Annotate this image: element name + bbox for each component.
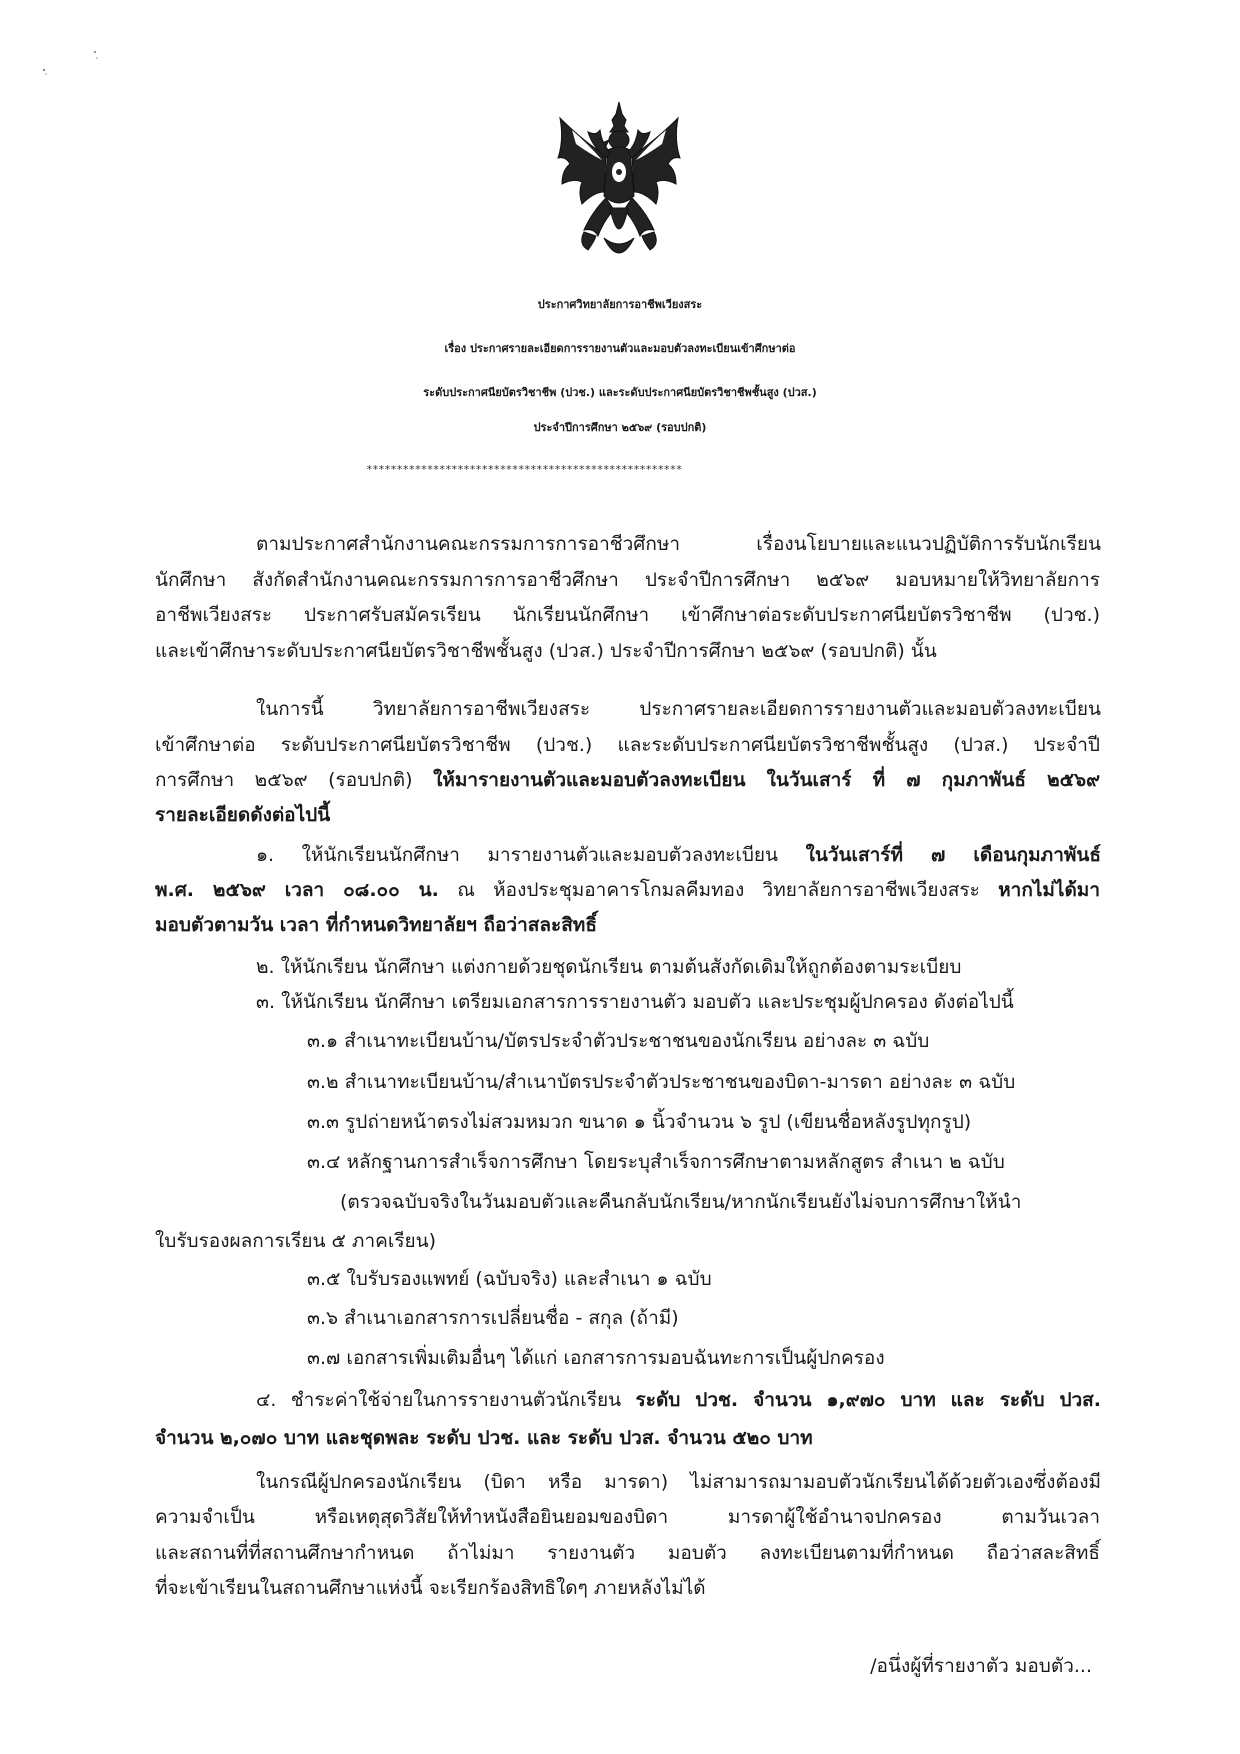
- details-heading: รายละเอียดดังต่อไปนี้: [155, 804, 331, 826]
- item1-venue: ณ ห้องประชุมอาคารโกมลคีมทอง วิทยาลัยการอาชีพเวียงสระ: [457, 879, 980, 901]
- item4-fee-details: จำนวน ๒,๐๗๐ บาท และชุดพละ ระดับ ปวช. และ ระดับ ปวส. จำนวน ๕๒๐ บาท: [155, 1427, 813, 1449]
- para1-line2: นักศึกษา สังกัดสำนักงานคณะกรรมการการอาชีวศึกษา ประจำปีการศึกษา ๒๕๖๙ มอบหมายให้วิทยาลัยการ: [155, 569, 1100, 591]
- sub-item-3-6: ๓.๖ สำเนาเอกสารการเปลี่ยนชื่อ - สกุล (ถ้ามี): [307, 1307, 679, 1329]
- separator-line: ****************************************************: [366, 463, 682, 475]
- para3-line1: ในกรณีผู้ปกครองนักเรียน (บิดา หรือ มารดา) ไม่สามารถมามอบตัวนักเรียนได้ด้วยตัวเองซึ่งต้องมี: [256, 1471, 1101, 1493]
- item1-warning: มอบตัวตามวัน เวลา ที่กำหนดวิทยาลัยฯ ถือว่าสละสิทธิ์: [155, 914, 597, 936]
- item4-line1: [256, 1388, 1101, 1412]
- announcement-subject: เรื่อง ประกาศรายละเอียดการรายงานตัวและมอบตัวลงทะเบียนเข้าศึกษาต่อ: [444, 342, 796, 355]
- item3: ๓. ให้นักเรียน นักศึกษา เตรียมเอกสารการรายงานตัว มอบตัว และประชุมผู้ปกครอง ดังต่อไปนี้: [256, 991, 1014, 1013]
- garuda-emblem-icon: [548, 100, 690, 268]
- sub-item-3-2: ๓.๒ สำเนาทะเบียนบ้าน/สำเนาบัตรประจำตัวประชาชนของบิดา-มารดา อย่างละ ๓ ฉบับ: [307, 1071, 1016, 1093]
- item1-time: พ.ศ. ๒๕๖๙ เวลา ๐๘.๐๐ น.: [155, 879, 439, 901]
- para1-line1: ตามประกาศสำนักงานคณะกรรมการการอาชีวศึกษา เรื่องนโยบายและแนวปฏิบัติการรับนักเรียน: [256, 533, 1101, 555]
- para1-line3: อาชีพเวียงสระ ประกาศรับสมัครเรียน นักเรียนนักศึกษา เข้าศึกษาต่อระดับประกาศนียบัตรวิชาชีพ (ปวช.): [155, 604, 1100, 626]
- item1-warning-start: หากไม่ได้มา: [998, 879, 1100, 901]
- para3-line2: ความจำเป็น หรือเหตุสุดวิสัยให้ทำหนังสือยินยอมของบิดา มารดาผู้ใช้อำนาจปกครอง ตามวันเวลา: [155, 1506, 1100, 1528]
- para3-line4: ที่จะเข้าเรียนในสถานศึกษาแห่งนี้ จะเรียกร้องสิทธิใดๆ ภายหลังไม่ได้: [155, 1577, 706, 1599]
- sub-item-3-7: ๓.๗ เอกสารเพิ่มเติมอื่นๆ ได้แก่ เอกสารการมอบฉันทะการเป็นผู้ปกครอง: [307, 1347, 885, 1369]
- item2: ๒. ให้นักเรียน นักศึกษา แต่งกายด้วยชุดนักเรียน ตามต้นสังกัดเดิมให้ถูกต้องตามระเบียบ: [256, 956, 962, 978]
- para2-line3: [155, 768, 1100, 792]
- sub-item-3-4-note: (ตรวจฉบับจริงในวันมอบตัวและคืนกลับนักเรียน/หากนักเรียนยังไม่จบการศึกษาให้นำ: [340, 1191, 1022, 1213]
- para1-line4: และเข้าศึกษาระดับประกาศนียบัตรวิชาชีพชั้นสูง (ปวส.) ประจำปีการศึกษา ๒๕๖๙ (รอบปกติ) นั้น: [155, 640, 937, 662]
- item1-line1: [256, 843, 1101, 867]
- para2-line1: ในการนี้ วิทยาลัยการอาชีพเวียงสระ ประกาศรายละเอียดการรายงานตัวและมอบตัวลงทะเบียน: [256, 698, 1101, 720]
- continuation-note: /อนึ่งผู้ที่รายงาตัว มอบตัว...: [870, 1655, 1092, 1677]
- sub-item-3-1: ๓.๑ สำเนาทะเบียนบ้าน/บัตรประจำตัวประชาชนของนักเรียน อย่างละ ๓ ฉบับ: [307, 1030, 930, 1052]
- item4-text: ๔. ชำระค่าใช้จ่ายในการรายงานตัวนักเรียน: [256, 1389, 622, 1411]
- para3-line3: และสถานที่ที่สถานศึกษากำหนด ถ้าไม่มา รายงานตัว มอบตัว ลงทะเบียนตามที่กำหนด ถือว่าสละสิทธิ์: [155, 1542, 1100, 1564]
- sub-item-3-5: ๓.๕ ใบรับรองแพทย์ (ฉบับจริง) และสำเนา ๑ ฉบับ: [307, 1268, 712, 1290]
- item1-line2: [155, 878, 1100, 902]
- announcement-title: ประกาศวิทยาลัยการอาชีพเวียงสระ: [537, 298, 703, 311]
- sub-item-3-4-note-cont: ใบรับรองผลการเรียน ๕ ภาคเรียน): [155, 1230, 437, 1252]
- item4-fee-vocational: ระดับ ปวช. จำนวน ๑,๙๗๐ บาท และ ระดับ ปวส.: [635, 1389, 1101, 1411]
- announcement-year: ประจำปีการศึกษา ๒๕๖๙ (รอบปกติ): [533, 421, 707, 434]
- scan-specks: [38, 48, 108, 78]
- para2-line3-text: การศึกษา ๒๕๖๙ (รอบปกติ): [155, 769, 413, 791]
- sub-item-3-3: ๓.๓ รูปถ่ายหน้าตรงไม่สวมหมวก ขนาด ๑ นิ้วจำนวน ๖ รูป (เขียนชื่อหลังรูปทุกรูป): [307, 1111, 972, 1133]
- sub-item-3-4: ๓.๔ หลักฐานการสำเร็จการศึกษา โดยระบุสำเร็จการศึกษาตามหลักสูตร สำเนา ๒ ฉบับ: [307, 1151, 1005, 1173]
- para2-line2: เข้าศึกษาต่อ ระดับประกาศนียบัตรวิชาชีพ (ปวช.) และระดับประกาศนียบัตรวิชาชีพชั้นสูง (ปวส.) ประจำปี: [155, 734, 1100, 756]
- report-date-notice: ให้มารายงานตัวและมอบตัวลงทะเบียน ในวันเสาร์ ที่ ๗ กุมภาพันธ์ ๒๕๖๙: [433, 769, 1100, 791]
- announcement-levels: ระดับประกาศนียบัตรวิชาชีพ (ปวช.) และระดับประกาศนียบัตรวิชาชีพชั้นสูง (ปวส.): [423, 386, 817, 399]
- item1-date: ในวันเสาร์ที่ ๗ เดือนกุมภาพันธ์: [805, 844, 1101, 866]
- item1-text: ๑. ให้นักเรียนนักศึกษา มารายงานตัวและมอบตัวลงทะเบียน: [256, 844, 779, 866]
